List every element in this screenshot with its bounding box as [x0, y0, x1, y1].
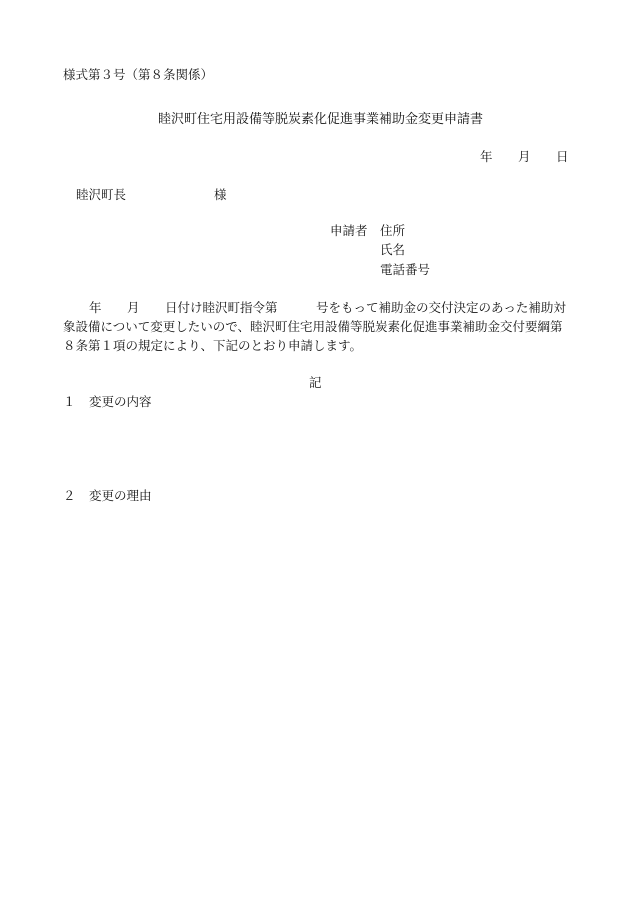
body-day-prefix: 日付け睦沢町指令第	[165, 300, 278, 315]
date-year: 年	[480, 149, 493, 164]
body-year: 年	[89, 300, 102, 315]
page-title: 睦沢町住宅用設備等脱炭素化促進事業補助金変更申請書	[158, 112, 484, 127]
item-1-label: 変更の内容	[89, 394, 152, 409]
item-2-number: ２	[63, 488, 76, 503]
body-line-2: 象設備について変更したいので、睦沢町住宅用設備等脱炭素化促進事業補助金交付要綱第	[63, 319, 563, 334]
form-number: 様式第３号（第８条関係）	[63, 67, 214, 82]
date-day: 日	[556, 149, 569, 164]
body-text-1: 号をもって補助金の交付決定のあった補助対	[316, 300, 566, 315]
date-month: 月	[518, 149, 531, 164]
applicant-address-label: 住所	[380, 223, 406, 238]
ki-heading: 記	[309, 375, 322, 390]
addressee-honorific: 様	[214, 187, 227, 202]
applicant-name-label: 氏名	[380, 242, 406, 257]
item-2-label: 変更の理由	[89, 488, 152, 503]
applicant-label: 申請者	[330, 223, 368, 238]
item-1-number: １	[63, 394, 76, 409]
body-month: 月	[127, 300, 140, 315]
body-line-3: ８条第１項の規定により、下記のとおり申請します。	[63, 338, 363, 353]
addressee-name: 睦沢町長	[76, 187, 127, 202]
applicant-phone-label: 電話番号	[380, 262, 431, 277]
